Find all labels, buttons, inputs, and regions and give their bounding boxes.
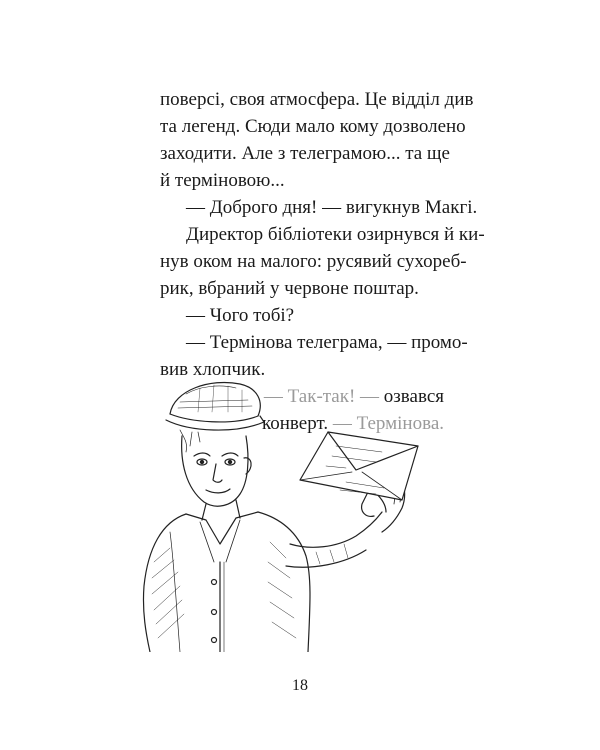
text-line: поверсі, своя атмосфера. Це відділ див [160,89,474,110]
text-line: — Чого тобі? [186,305,295,326]
envelope-speech-black: озвався [379,386,444,407]
text-line: заходити. Але з телеграмою... та ще [160,143,450,164]
text-line: Директор бібліотеки озирнувся й ки- [186,224,485,245]
envelope-speech-gray: — Так-так! — [263,386,380,407]
text-line: вив хлопчик. [160,359,266,380]
text-line: та легенд. Сюди мало кому дозволено [160,116,466,137]
envelope-speech-black: конверт. [261,413,329,434]
text-line: — Доброго дня! — вигукнув Макгі. [186,197,478,218]
text-line: й терміновою... [160,170,285,191]
boy-with-envelope-illustration [140,372,440,652]
text-line: — Термінова телеграма, — промо- [186,332,468,353]
page-number: 18 [292,677,308,694]
text-line: нув оком на малого: русявий сухореб- [160,251,467,272]
text-line: рик, вбраний у червоне поштар. [160,278,419,299]
envelope-speech-gray: — Термінова. [328,413,444,434]
